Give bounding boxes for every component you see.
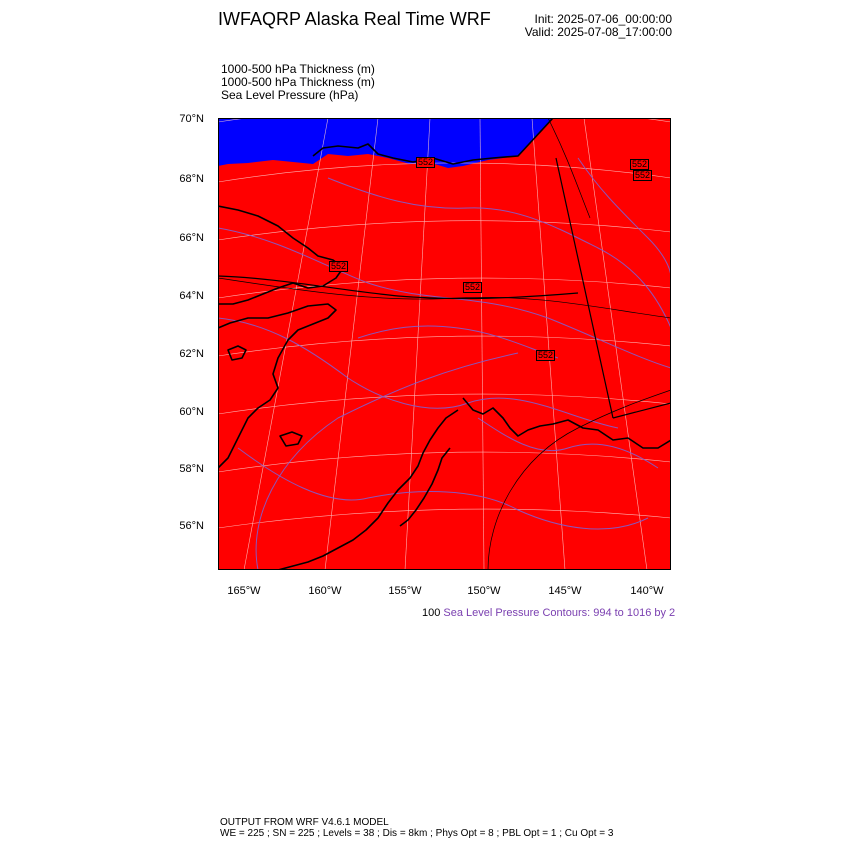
contour-label-552: 552	[418, 157, 434, 167]
lat-label-58: 58°N	[179, 463, 204, 475]
lon-label-140: 140°W	[630, 585, 664, 597]
field-thickness-1: 1000-500 hPa Thickness (m)	[221, 62, 375, 76]
contour-info-number: 100	[422, 607, 441, 619]
lon-label-155: 155°W	[388, 585, 422, 597]
lat-label-68: 68°N	[179, 173, 204, 185]
field-list	[221, 63, 375, 102]
map-panel	[218, 118, 671, 570]
time-info	[525, 13, 672, 39]
contour-label-552: 552	[465, 282, 481, 292]
field-slp: Sea Level Pressure (hPa)	[221, 88, 359, 102]
contour-label-552: 552	[632, 159, 648, 169]
footer-line-1: OUTPUT FROM WRF V4.6.1 MODEL	[220, 817, 389, 828]
footer-line-2: WE = 225 ; SN = 225 ; Levels = 38 ; Dis = 8km ; Phys Opt = 8 ; PBL Opt = 1 ; Cu Opt = 3	[220, 828, 614, 839]
lat-label-56: 56°N	[179, 520, 204, 532]
contour-info-text: Sea Level Pressure Contours: 994 to 1016 by 2	[443, 607, 676, 619]
lon-label-150: 150°W	[467, 585, 501, 597]
lon-label-165: 165°W	[227, 585, 261, 597]
valid-time: Valid: 2025-07-08_17:00:00	[524, 25, 672, 39]
contour-label-552: 552	[331, 261, 347, 271]
model-footer	[220, 817, 613, 839]
field-thickness-2: 1000-500 hPa Thickness (m)	[221, 75, 375, 89]
lon-label-145: 145°W	[548, 585, 582, 597]
plot-title: IWFAQRP Alaska Real Time WRF	[218, 9, 491, 29]
contour-label-552: 552	[635, 170, 651, 180]
lat-label-62: 62°N	[179, 348, 204, 360]
lat-label-64: 64°N	[179, 290, 204, 302]
lat-label-60: 60°N	[179, 406, 204, 418]
lon-label-160: 160°W	[308, 585, 342, 597]
lat-label-70: 70°N	[179, 113, 204, 125]
init-time: Init: 2025-07-06_00:00:00	[534, 12, 672, 26]
contour-label-552: 552	[538, 350, 554, 360]
lat-label-66: 66°N	[179, 232, 204, 244]
contour-info	[422, 607, 675, 619]
